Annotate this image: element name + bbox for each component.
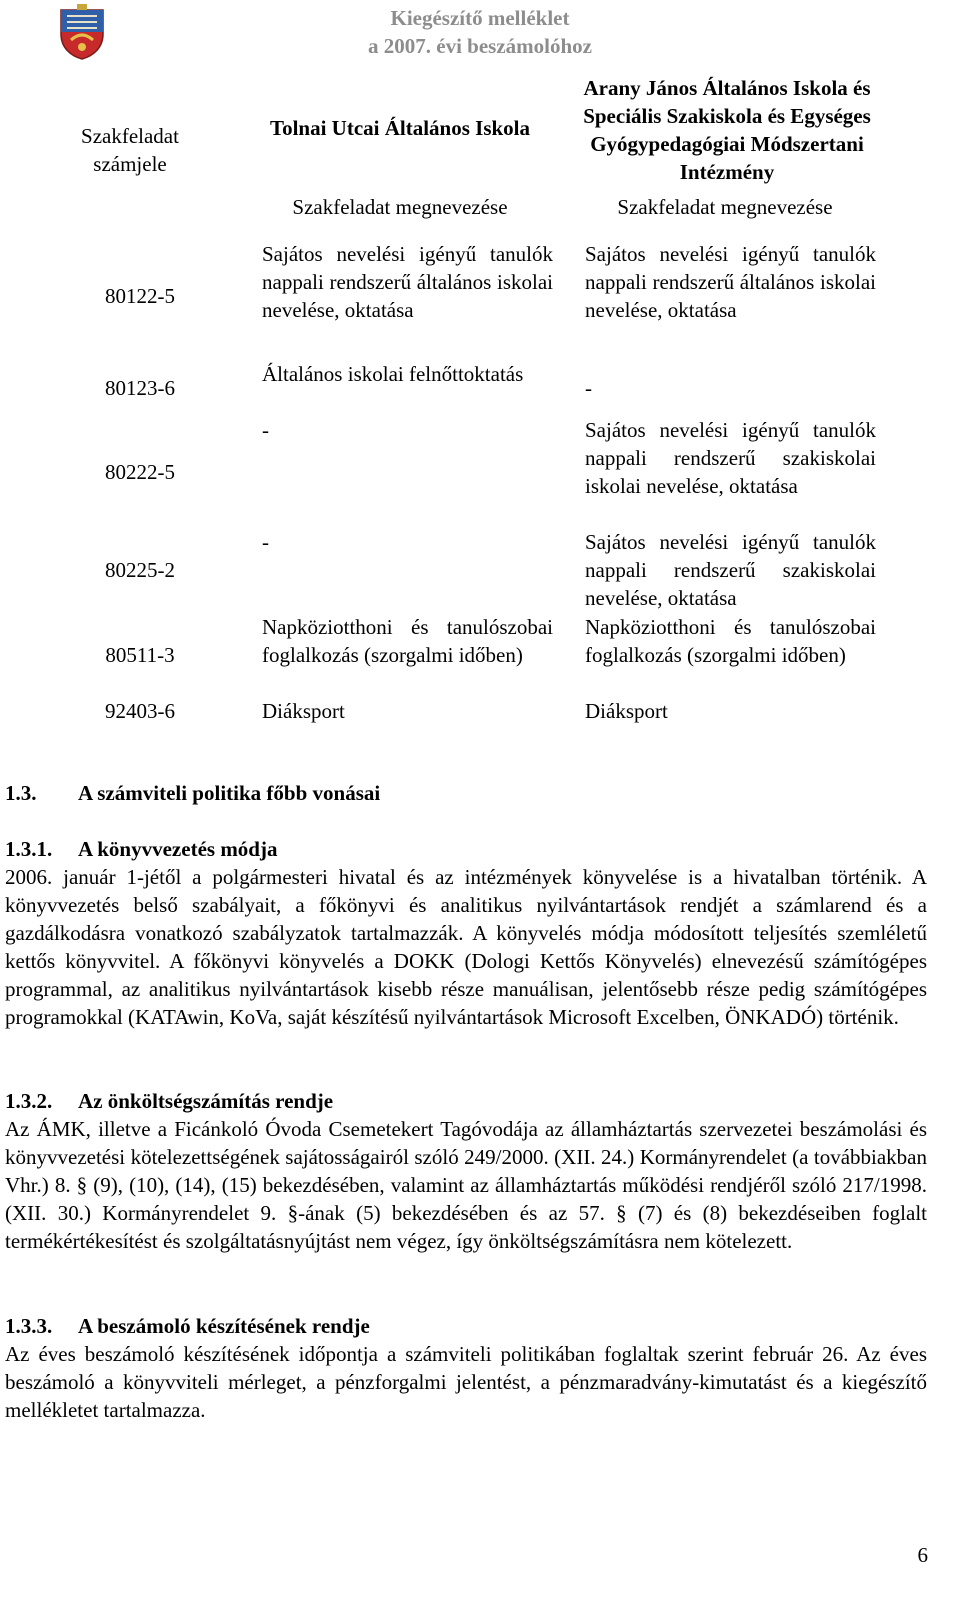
paragraph-text: Az éves beszámoló készítésének időpontja a számviteli politikában foglaltak szerint február 26. Az éves beszámoló a könyvviteli mérleget, a pénzforgalmi jelentést, a pénzmaradvány-kimutatást és a kiegészítő mellékletet tartalmazza. <box>5 1342 927 1422</box>
section-heading <box>5 779 380 807</box>
row-col3: Sajátos nevelési igényű tanulók nappali rendszerű szakiskolai iskolai nevelése, oktatása <box>585 418 876 498</box>
section-number: 1.3. <box>5 781 37 805</box>
document-header <box>330 4 630 60</box>
row-col2: Diáksport <box>262 699 345 723</box>
row-col2: Sajátos nevelési igényű tanulók nappali rendszerű általános iskolai nevelése, oktatása <box>262 242 553 322</box>
header-title-line2: a 2007. évi beszámolóhoz <box>368 34 592 58</box>
code-column-header: Szakfeladat számjele <box>81 124 179 176</box>
row-code: 80225-2 <box>105 558 175 582</box>
row-code: 92403-6 <box>105 699 175 723</box>
row-col3: Sajátos nevelési igényű tanulók nappali rendszerű általános iskolai nevelése, oktatása <box>585 242 876 322</box>
school1-column-header: Tolnai Utcai Általános Iskola <box>269 116 531 140</box>
coat-of-arms-icon <box>57 4 107 60</box>
school2-column-header: Arany János Általános Iskola és Speciális Szakiskola és Egységes Gyógypedagógiai Módszertani Intézmény <box>583 76 871 184</box>
subsection-heading <box>5 1312 370 1340</box>
school1-subheader: Szakfeladat megnevezése <box>292 195 508 219</box>
row-col2: - <box>262 530 269 554</box>
subsection-title: A beszámoló készítésének rendje <box>78 1314 370 1338</box>
section-title: A számviteli politika főbb vonásai <box>78 781 381 805</box>
subsection-heading <box>5 1087 333 1115</box>
subsection-heading <box>5 835 277 863</box>
subsection-title: A könyvvezetés módja <box>78 837 278 861</box>
header-title-line1: Kiegészítő melléklet <box>390 6 570 30</box>
row-col2: Napköziotthoni és tanulószobai foglalkozás (szorgalmi időben) <box>262 615 553 667</box>
row-code: 80122-5 <box>105 284 175 308</box>
subsection-title: Az önköltségszámítás rendje <box>78 1089 334 1113</box>
row-col3: Napköziotthoni és tanulószobai foglalkozás (szorgalmi időben) <box>585 615 876 667</box>
row-col3: Diáksport <box>585 699 668 723</box>
paragraph-text: 2006. január 1-jétől a polgármesteri hivatal és az intézmények könyvelése is a hivatalban történik. A könyvvezetés belső szabályait, a főkönyvi és analitikus nyilvántartások rendjét a számlarend és a gazdálkodásra vonatkozó szabályzatok tartalmazzák. A könyvelés módja módosított teljesítés szemléletű kettős könyvvitel. A főkönyvi könyvelés a DOKK (Dologi Kettős Könyvelés) elnevezésű számítógépes programmal, az analitikus nyilvántartások kisebb része manuálisan, jelentősebb része pedig számítógépes programokkal (KATAwin, KoVa, saját készítésű nyilvántartások Microsoft Excelben, ÖNKADÓ) történik. <box>5 865 927 1029</box>
row-code: 80222-5 <box>105 460 175 484</box>
subsection-number: 1.3.2. <box>5 1089 53 1113</box>
row-col2: Általános iskolai felnőttoktatás <box>262 362 524 386</box>
row-col3: Sajátos nevelési igényű tanulók nappali rendszerű szakiskolai nevelése, oktatása <box>585 530 876 610</box>
paragraph-text: Az ÁMK, illetve a Ficánkoló Óvoda Csemetekert Tagóvodája az államháztartás szervezetei beszámolási és könyvvezetési kötelezettségének sajátosságairól szóló 249/2000. (XII. 24.) Kormányrendelet (a továbbiakban Vhr.) 8. § (9), (10), (14), (15) bekezdésében, valamint az államháztartás működési rendjéről szóló 217/1998. (XII. 30.) Kormányrendelet 9. §-ának (5) bekezdésében és az 57. § (7) és (8) bekezdéseiben foglalt termékértékesítést és szolgáltatásnyújtást nem végez, így önköltségszámításra nem kötelezett. <box>5 1117 927 1253</box>
row-col2: - <box>262 418 269 442</box>
row-code: 80123-6 <box>105 376 175 400</box>
row-col3: - <box>585 376 592 400</box>
school2-subheader: Szakfeladat megnevezése <box>617 195 833 219</box>
row-code: 80511-3 <box>105 643 175 667</box>
subsection-number: 1.3.1. <box>5 837 53 861</box>
subsection-number: 1.3.3. <box>5 1314 53 1338</box>
page-number: 6 <box>917 1543 928 1567</box>
